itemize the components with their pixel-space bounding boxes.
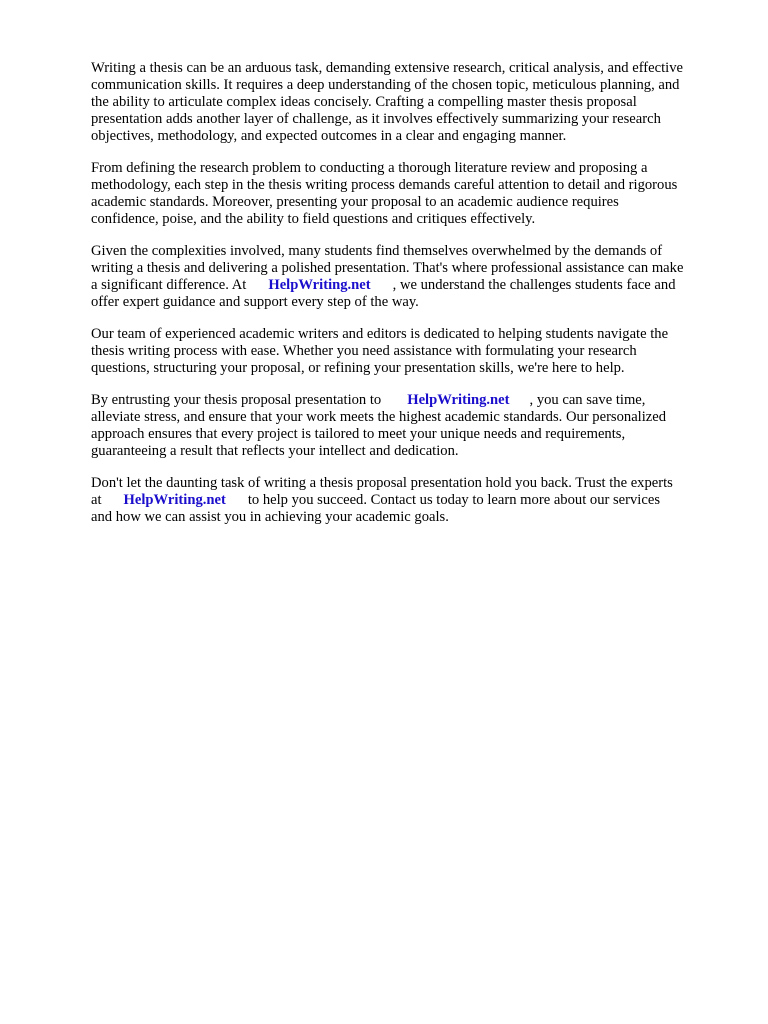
text-line: presentation adds another layer of challenge, as it involves effectively summarizing your research	[91, 111, 661, 127]
paragraph-team	[91, 326, 731, 377]
text-line	[91, 492, 731, 509]
paragraph-intro	[91, 60, 731, 145]
text-line: guaranteeing a result that reflects your intellect and dedication.	[91, 443, 459, 459]
text-line: Given the complexities involved, many students find themselves overwhelmed by the demands of	[91, 243, 663, 259]
text-line: methodology, each step in the thesis writing process demands careful attention to detail and rigorous	[91, 177, 678, 193]
text-segment: , you can save time,	[529, 392, 646, 408]
paragraph-complexities	[91, 243, 731, 311]
text-line: From defining the research problem to conducting a thorough literature review and proposing a	[91, 160, 648, 176]
text-line: Don't let the daunting task of writing a thesis proposal presentation hold you back. Trust the experts	[91, 475, 673, 491]
document-body	[91, 60, 731, 541]
text-line: offer expert guidance and support every step of the way.	[91, 294, 419, 310]
helpwriting-link[interactable]: HelpWriting.net	[407, 392, 510, 408]
helpwriting-link[interactable]: HelpWriting.net	[123, 492, 226, 508]
text-line	[91, 277, 731, 294]
helpwriting-link[interactable]: HelpWriting.net	[268, 277, 371, 293]
text-segment: at	[91, 492, 102, 508]
text-segment: By entrusting your thesis proposal presentation to	[91, 392, 382, 408]
text-line: and how we can assist you in achieving your academic goals.	[91, 509, 449, 525]
paragraph-closing	[91, 475, 731, 526]
paragraph-process	[91, 160, 731, 228]
text-line: communication skills. It requires a deep understanding of the chosen topic, meticulous planning, and	[91, 77, 680, 93]
text-line: confidence, poise, and the ability to field questions and critiques effectively.	[91, 211, 536, 227]
text-line: thesis writing process with ease. Whether you need assistance with formulating your research	[91, 343, 637, 359]
text-line: Our team of experienced academic writers and editors is dedicated to helping students navigate the	[91, 326, 669, 342]
text-line: approach ensures that every project is tailored to meet your unique needs and requirements,	[91, 426, 626, 442]
text-line: questions, structuring your proposal, or refining your presentation skills, we're here to help.	[91, 360, 625, 376]
text-line: Writing a thesis can be an arduous task, demanding extensive research, critical analysis, and effective	[91, 60, 683, 76]
text-line: writing a thesis and delivering a polished presentation. That's where professional assistance can make	[91, 260, 684, 276]
paragraph-entrusting	[91, 392, 731, 460]
text-segment: , we understand the challenges students face and	[392, 277, 676, 293]
text-line: alleviate stress, and ensure that your work meets the highest academic standards. Our personalized	[91, 409, 667, 425]
text-line: academic standards. Moreover, presenting your proposal to an academic audience requires	[91, 194, 619, 210]
text-line: objectives, methodology, and expected outcomes in a clear and engaging manner.	[91, 128, 567, 144]
text-segment: to help you succeed. Contact us today to learn more about our services	[247, 492, 660, 508]
text-segment: a significant difference. At	[91, 277, 247, 293]
text-line	[91, 392, 731, 409]
text-line: the ability to articulate complex ideas concisely. Crafting a compelling master thesis proposal	[91, 94, 637, 110]
